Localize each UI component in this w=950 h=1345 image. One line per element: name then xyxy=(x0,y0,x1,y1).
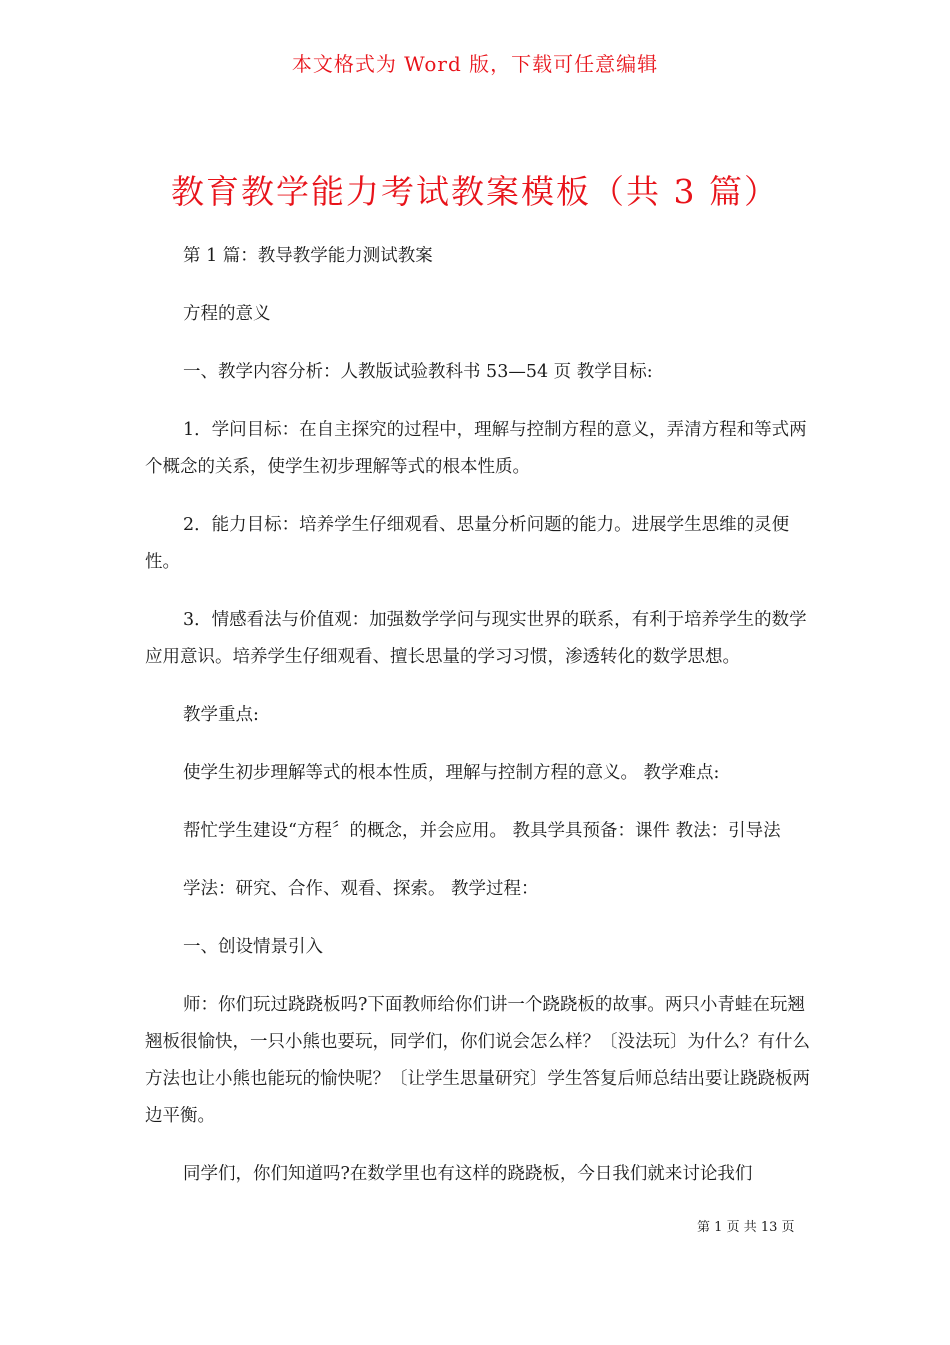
chapter-heading: 第 1 篇：教导教学能力测试教案 xyxy=(183,246,433,266)
transition-text: 同学们，你们知道吗?在数学里也有这样的跷跷板，今日我们就来讨论我们 xyxy=(183,1164,753,1184)
knowledge-goal: 1．学问目标：在自主探究的过程中，理解与控制方程的意义，弄清方程和等式两个概念的关系，使学生初步理解等式的根本性质。 xyxy=(145,420,807,477)
footer-suffix: 页 xyxy=(781,1220,795,1235)
total-pages: 13 xyxy=(760,1220,778,1235)
key-points-heading: 教学重点: xyxy=(183,705,259,725)
lesson-topic: 方程的意义 xyxy=(183,304,271,324)
teacher-story: 师：你们玩过跷跷板吗?下面教师给你们讲一个跷跷板的故事。两只小青蛙在玩翘翘板很愉快，一只小熊也要玩，同学们，你们说会怎么样？〔没法玩〕为什么？有什么方法也让小熊也能玩的愉快呢？〔让学生思量研究〕学生答复后师总结出要让跷跷板两边平衡。 xyxy=(145,995,810,1126)
methods-text: 学法：研究、合作、观看、探索。 教学过程： xyxy=(183,879,539,899)
attitude-goal: 3．情感看法与价值观：加强数学学问与现实世界的联系，有利于培养学生的数学应用意识。培养学生仔细观看、擅长思量的学习习惯，渗透转化的数学思想。 xyxy=(145,610,807,667)
footer-prefix: 第 xyxy=(697,1220,711,1235)
document-title: 教育教学能力考试教案模板（共 3 篇） xyxy=(171,172,779,211)
page-number-footer xyxy=(697,1216,827,1235)
section-heading: 一、创设情景引入 xyxy=(183,937,323,957)
content-analysis: 一、教学内容分析：人教版试验教科书 53—54 页 教学目标: xyxy=(183,362,653,382)
document-body xyxy=(145,238,817,1214)
footer-middle: 页 共 xyxy=(726,1220,757,1235)
key-points-text: 使学生初步理解等式的根本性质，理解与控制方程的意义。 教学难点: xyxy=(183,763,720,783)
format-notice-banner: 本文格式为 Word 版，下载可任意编辑 xyxy=(291,52,659,76)
ability-goal: 2．能力目标：培养学生仔细观看、思量分析问题的能力。进展学生思维的灵便性。 xyxy=(145,515,790,572)
current-page: 1 xyxy=(714,1220,723,1235)
difficulty-text: 帮忙学生建设“方程〞的概念，并会应用。 教具学具预备：课件 教法：引导法 xyxy=(183,821,781,841)
